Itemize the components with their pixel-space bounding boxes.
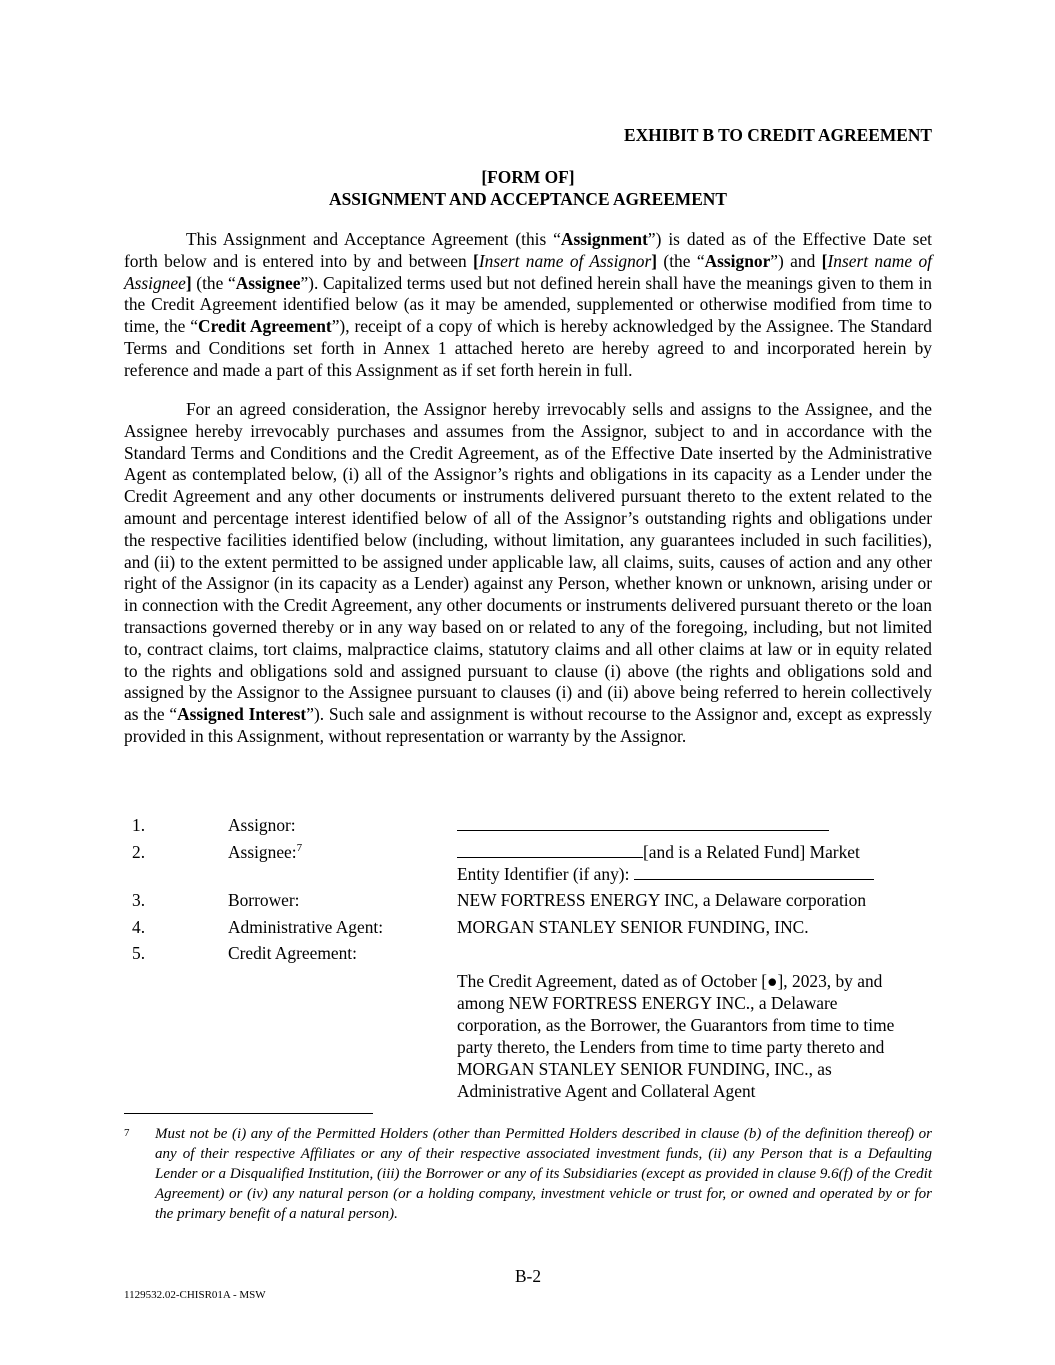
exhibit-title: EXHIBIT B TO CREDIT AGREEMENT [624,125,932,145]
credit-agreement-label: Credit Agreement: [228,943,357,963]
consideration-paragraph: For an agreed consideration, the Assignor hereby irrevocably sells and assigns to the Assignee, and the Assignee hereby irrevocably purchases and assumes from the Assignor, subject to and in accordance with the Standard Terms and Conditions and the Credit Agreement, as of the Effective Date inserted by the Administrative Agent as contemplated below, (i) all of the Assignor’s rights and obligations in its capacity as a Lender under the Credit Agreement and any other documents or instruments delivered pursuant thereto to the extent related to the amount and percentage interest identified below of all of the Assignor’s outstanding rights and obligations under the respective facilities identified below (including, without limitation, any guarantees included in such facilities), and (ii) to the extent permitted to be assigned under applicable law, all claims, suits, causes of action and any other right of the Assignor (in its capacity as a Lender) against any Person, whether known or unknown, arising under or in connection with the Credit Agreement, any other documents or instruments delivered pursuant thereto or the loan transactions governed thereby or in any way based on or related to any of the foregoing, including, but not limited to, contract claims, tort claims, malpractice claims, statutory claims and all other claims at law or in equity related to the rights and obligations sold and assigned pursuant to clause (i) above (the rights and obligations sold and assigned by the Assignor to the Assignee pursuant to clauses (i) and (ii) above being referred to herein collectively as the “Assigned Interest”). Such sale and assignment is without recourse to the Assignor and, except as expressly provided in this Assignment, without representation or warranty by the Assignor. [124,399,932,746]
footnote-divider [124,1113,373,1114]
assignee-value: [and is a Related Fund] Market Entity Identifier (if any): [457,841,917,885]
form-of-label: [FORM OF] [481,167,575,187]
assignee-placeholder: Insert name of Assignee [124,250,932,293]
defined-term-assignor: Assignor [704,250,771,271]
assignor-placeholder: Insert name of Assignor [478,250,652,271]
borrower-value: NEW FORTRESS ENERGY INC, a Delaware corporation [457,890,867,910]
document-id: 1129532.02-CHISR01A - MSW [124,1289,266,1301]
assignee-label: Assignee:$^7$ [228,842,303,862]
footnote-ref: 7 [296,842,303,855]
defined-term-assignee: Assignee [235,272,301,293]
defined-term-credit-agreement: Credit Agreement [198,316,332,337]
document-title-block [124,166,932,210]
footnote-text: Must not be (i) any of the Permitted Holders (other than Permitted Holders described in clause (b) of the definition thereof) or any of their respective Affiliates or any of their respective associated investment funds, (ii) any Person that is a Defaulting Lender or a Disqualified Institution, (iii) the Borrower or any of its Subsidiaries (except as provided in clause 9.6(f) of the Credit Agreement) or (iv) any natural person (or a holding company, investment vehicle or trust for, or owned and operated by or for the primary benefit of a natural person). [155,1126,932,1222]
assignor-label: Assignor: [228,815,296,835]
intro-paragraph: This Assignment and Acceptance Agreement (this “Assignment”) is dated as of the Effective Date set forth below and is entered into by and between [Insert name of Assignor] (the “Assignor”) and [Insert name of Assignee] (the “Assignee”). Capitalized terms used but not defined herein shall have the meanings given to them in the Credit Agreement identified below (as it may be amended, supplemented or otherwise modified from time to time, the “Credit Agreement”), receipt of a copy of which is hereby acknowledged by the Assignee. The Standard Terms and Conditions set forth in Annex 1 attached hereto are hereby agreed to and incorporated herein by reference and made a part of this Assignment as if set forth herein in full. [124,229,933,380]
page-number: B-2 [514,1266,542,1286]
defined-term-assignment: Assignment [560,229,648,249]
admin-agent-value: MORGAN STANLEY SENIOR FUNDING, INC. [457,917,809,937]
footnote-number: 7 [124,1127,130,1139]
agreement-title: ASSIGNMENT AND ACCEPTANCE AGREEMENT [329,189,727,209]
admin-agent-label: Administrative Agent: [228,917,384,937]
borrower-label: Borrower: [228,890,300,910]
assignor-blank [457,814,917,836]
footnote [124,1124,932,1224]
defined-term-assigned-interest: Assigned Interest [177,704,307,725]
